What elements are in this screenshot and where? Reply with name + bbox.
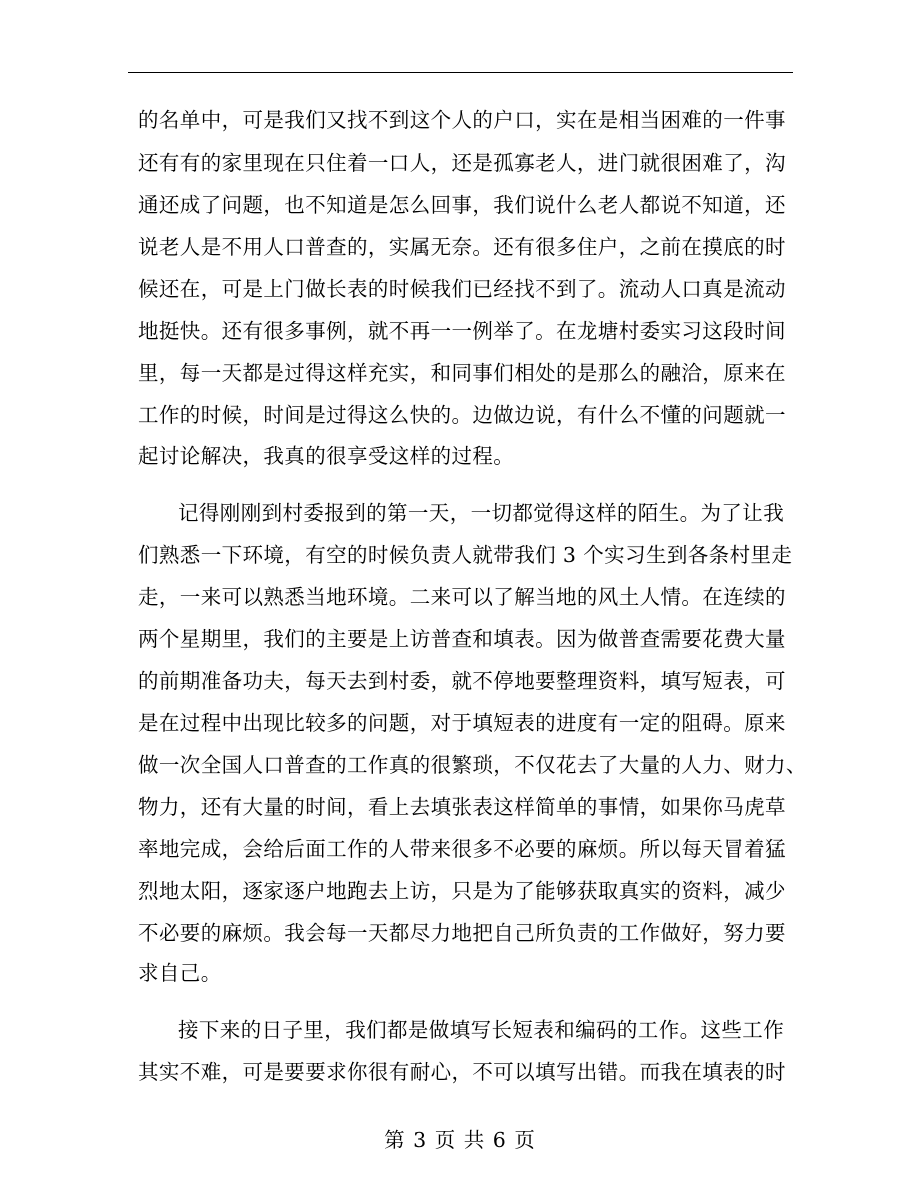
text-line: 烈地太阳，逐家逐户地跑去上访，只是为了能够获取真实的资料，减少 — [138, 879, 786, 903]
text-line: 的名单中，可是我们又找不到这个人的户口，实在是相当困难的一件事 — [138, 108, 786, 132]
text-line: 接下来的日子里，我们都是做填写长短表和编码的工作。这些工作 — [178, 1018, 785, 1042]
text-line: 做一次全国人口普查的工作真的很繁琐，不仅花去了大量的人力、财力、 — [138, 753, 807, 777]
text-line: 不必要的麻烦。我会每一天都尽力地把自己所负责的工作做好，努力要 — [138, 921, 786, 945]
text-line: 地挺快。还有很多事例，就不再一一例举了。在龙塘村委实习这段时间 — [138, 319, 786, 343]
text-line: 里，每一天都是过得这样充实，和同事们相处的是那么的融洽，原来在 — [138, 361, 786, 385]
text-line: 们熟悉一下环境，有空的时候负责人就带我们 3 个实习生到各条村里走 — [138, 543, 793, 567]
text-line: 说老人是不用人口普查的，实属无奈。还有很多住户，之前在摸底的时 — [138, 235, 786, 259]
text-line: 通还成了问题，也不知道是怎么回事，我们说什么老人都说不知道，还 — [138, 193, 786, 217]
text-line: 记得刚刚到村委报到的第一天，一切都觉得这样的陌生。为了让我 — [178, 501, 785, 525]
text-line: 其实不难，可是要要求你很有耐心，不可以填写出错。而我在填表的时 — [138, 1060, 786, 1084]
text-line: 物力，还有大量的时间，看上去填张表这样简单的事情，如果你马虎草 — [138, 795, 786, 819]
text-line: 率地完成，会给后面工作的人带来很多不必要的麻烦。所以每天冒着猛 — [138, 837, 786, 861]
header-rule — [128, 72, 793, 73]
text-line: 工作的时候，时间是过得这么快的。边做边说，有什么不懂的问题就一 — [138, 403, 786, 427]
text-line: 两个星期里，我们的主要是上访普查和填表。因为做普查需要花费大量 — [138, 627, 786, 651]
text-line: 的前期准备功夫，每天去到村委，就不停地要整理资料，填写短表，可 — [138, 669, 786, 693]
text-line: 走，一来可以熟悉当地环境。二来可以了解当地的风土人情。在连续的 — [138, 585, 786, 609]
text-line: 还有有的家里现在只住着一口人，还是孤寡老人，进门就很困难了，沟 — [138, 151, 786, 175]
text-line: 起讨论解决，我真的很享受这样的过程。 — [138, 444, 515, 468]
text-line: 是在过程中出现比较多的问题，对于填短表的进度有一定的阻碍。原来 — [138, 711, 786, 735]
text-line: 求自己。 — [138, 961, 222, 985]
page-number: 第 3 页 共 6 页 — [384, 1128, 536, 1152]
text-line: 候还在，可是上门做长表的时候我们已经找不到了。流动人口真是流动 — [138, 277, 786, 301]
